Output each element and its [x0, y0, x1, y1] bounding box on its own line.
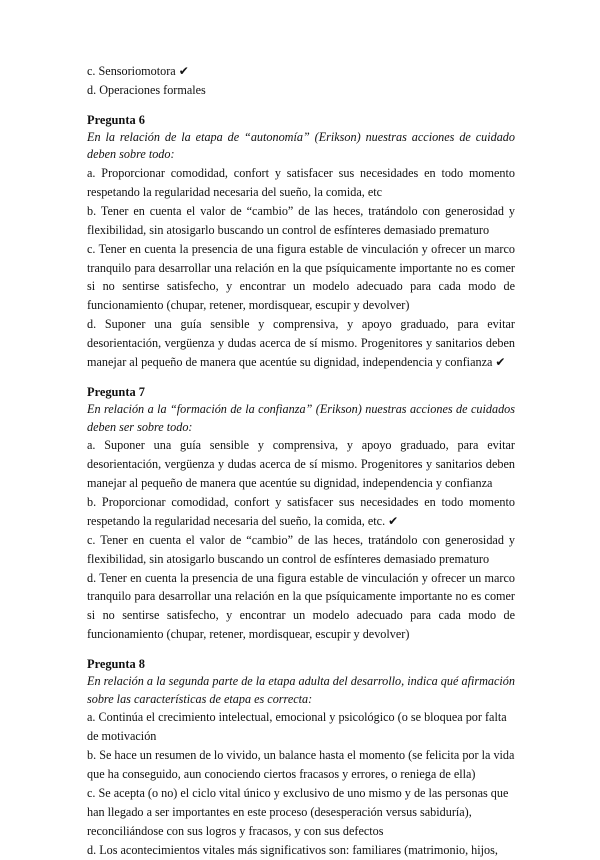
option-line: c. Tener en cuenta la presencia de una figura estable de vinculación y ofrecer un marco — [87, 241, 515, 256]
question-8-title: Pregunta 8 — [87, 657, 145, 672]
option-d: d. Operaciones formales — [87, 82, 206, 97]
option-line: b. Se hace un resumen de lo vivido, un balance hasta el momento (se felicita por la vida — [87, 748, 515, 763]
option-line: a. Suponer una guía sensible y comprensiva, y apoyo graduado, para evitar — [87, 438, 515, 453]
option-line: funcionamiento (chupar, retener, mordisquear, escupir y devolver) — [87, 298, 410, 313]
option-line-correct: respetando la regularidad necesaria del sueño, la comida, etc. ✔ — [87, 513, 399, 528]
question-8 — [87, 655, 515, 859]
option-line: c. Tener en cuenta el valor de “cambio” de las heces, tratándolo con generosidad y — [87, 532, 515, 547]
option-line: tranquilo para desarrollar una relación en la que psíquicamente importante no es comer — [87, 589, 515, 604]
question-7-text-line-1: En relación a la “formación de la confianza” (Erikson) nuestras acciones de cuidados — [87, 401, 515, 416]
option-line: d. Suponer una guía sensible y comprensiva, y apoyo graduado, para evitar — [87, 317, 515, 332]
question-7-option-d — [87, 569, 515, 645]
option-line: desorientación, vergüenza y dudas acerca de sí mismo. Progenitores y sanitarios deben — [87, 336, 515, 351]
option-line: de motivación — [87, 729, 157, 744]
question-8-text-line-2: sobre las características de etapa es correcta: — [87, 691, 313, 706]
option-line: flexibilidad, sin atosigarlo buscando un control de esfínteres demasiado prematuro — [87, 551, 490, 566]
question-6-title: Pregunta 6 — [87, 112, 145, 127]
question-6-text-line-1: En la relación de la etapa de “autonomía” (Erikson) nuestras acciones de cuidado — [87, 129, 515, 144]
option-line: a. Continúa el crecimiento intelectual, emocional y psicológico (o se bloquea por falta — [87, 710, 507, 725]
question-7-option-a — [87, 436, 515, 493]
previous-question-options — [87, 62, 515, 100]
document-page — [87, 62, 515, 860]
question-6-option-c — [87, 240, 515, 316]
question-7-option-b — [87, 493, 515, 531]
question-8-text-line-1: En relación a la segunda parte de la etapa adulta del desarrollo, indica qué afirmación — [87, 674, 515, 689]
question-6-option-b — [87, 202, 515, 240]
option-line: respetando la regularidad necesaria del sueño, la comida, etc — [87, 184, 383, 199]
question-8-option-c — [87, 784, 515, 841]
option-line: manejar al pequeño de manera que acentúe su dignidad, independencia y confianza — [87, 475, 493, 490]
question-8-option-a — [87, 708, 515, 746]
option-line: tranquilo para desarrollar una relación en la que psíquicamente importante no es comer — [87, 260, 515, 275]
option-line: desorientación, vergüenza y dudas acerca de sí mismo. Progenitores y sanitarios deben — [87, 457, 515, 472]
question-7-option-c — [87, 531, 515, 569]
option-line: a. Proporcionar comodidad, confort y satisfacer sus necesidades en todo momento — [87, 166, 515, 180]
option-line: b. Tener en cuenta el valor de “cambio” de las heces, tratándolo con generosidad y — [87, 203, 515, 218]
option-line-correct: manejar al pequeño de manera que acentúe su dignidad, independencia y confianza ✔ — [87, 355, 506, 370]
option-line: d. Tener en cuenta la presencia de una figura estable de vinculación y ofrecer un marco — [87, 570, 515, 585]
question-7-title: Pregunta 7 — [87, 384, 145, 399]
question-6 — [87, 111, 515, 372]
question-8-option-b — [87, 746, 515, 784]
option-line: d. Los acontecimientos vitales más significativos son: familiares (matrimonio, hijos, — [87, 842, 498, 857]
option-line: c. Se acepta (o no) el ciclo vital único y exclusivo de uno mismo y de las personas que — [87, 785, 509, 800]
option-line: si no sentirse satisfecho, y encontrar un modelo adecuado para cada modo de — [87, 608, 515, 623]
question-8-option-d — [87, 841, 515, 860]
question-7-text-line-2: deben ser sobre todo: — [87, 419, 193, 434]
question-6-option-a — [87, 164, 515, 202]
question-6-text-line-2: deben sobre todo: — [87, 147, 175, 162]
option-line: que ha conseguido, aun conociendo ciertos fracasos y errores, o reniega de ella) — [87, 767, 476, 782]
question-7 — [87, 383, 515, 644]
option-line: si no sentirse satisfecho, y encontrar un modelo adecuado para cada modo de — [87, 279, 515, 294]
option-c: c. Sensoriomotora ✔ — [87, 64, 189, 78]
option-line: han llegado a ser importantes en este proceso (desesperación versus sabiduría), — [87, 804, 472, 819]
option-line: funcionamiento (chupar, retener, mordisquear, escupir y devolver) — [87, 627, 410, 642]
option-line: reconciliándose con sus logros y fracasos, y con sus defectos — [87, 823, 384, 838]
option-line: b. Proporcionar comodidad, confort y satisfacer sus necesidades en todo momento — [87, 494, 515, 509]
question-6-option-d — [87, 315, 515, 372]
option-line: flexibilidad, sin atosigarlo buscando un control de esfínteres demasiado prematuro — [87, 222, 490, 237]
